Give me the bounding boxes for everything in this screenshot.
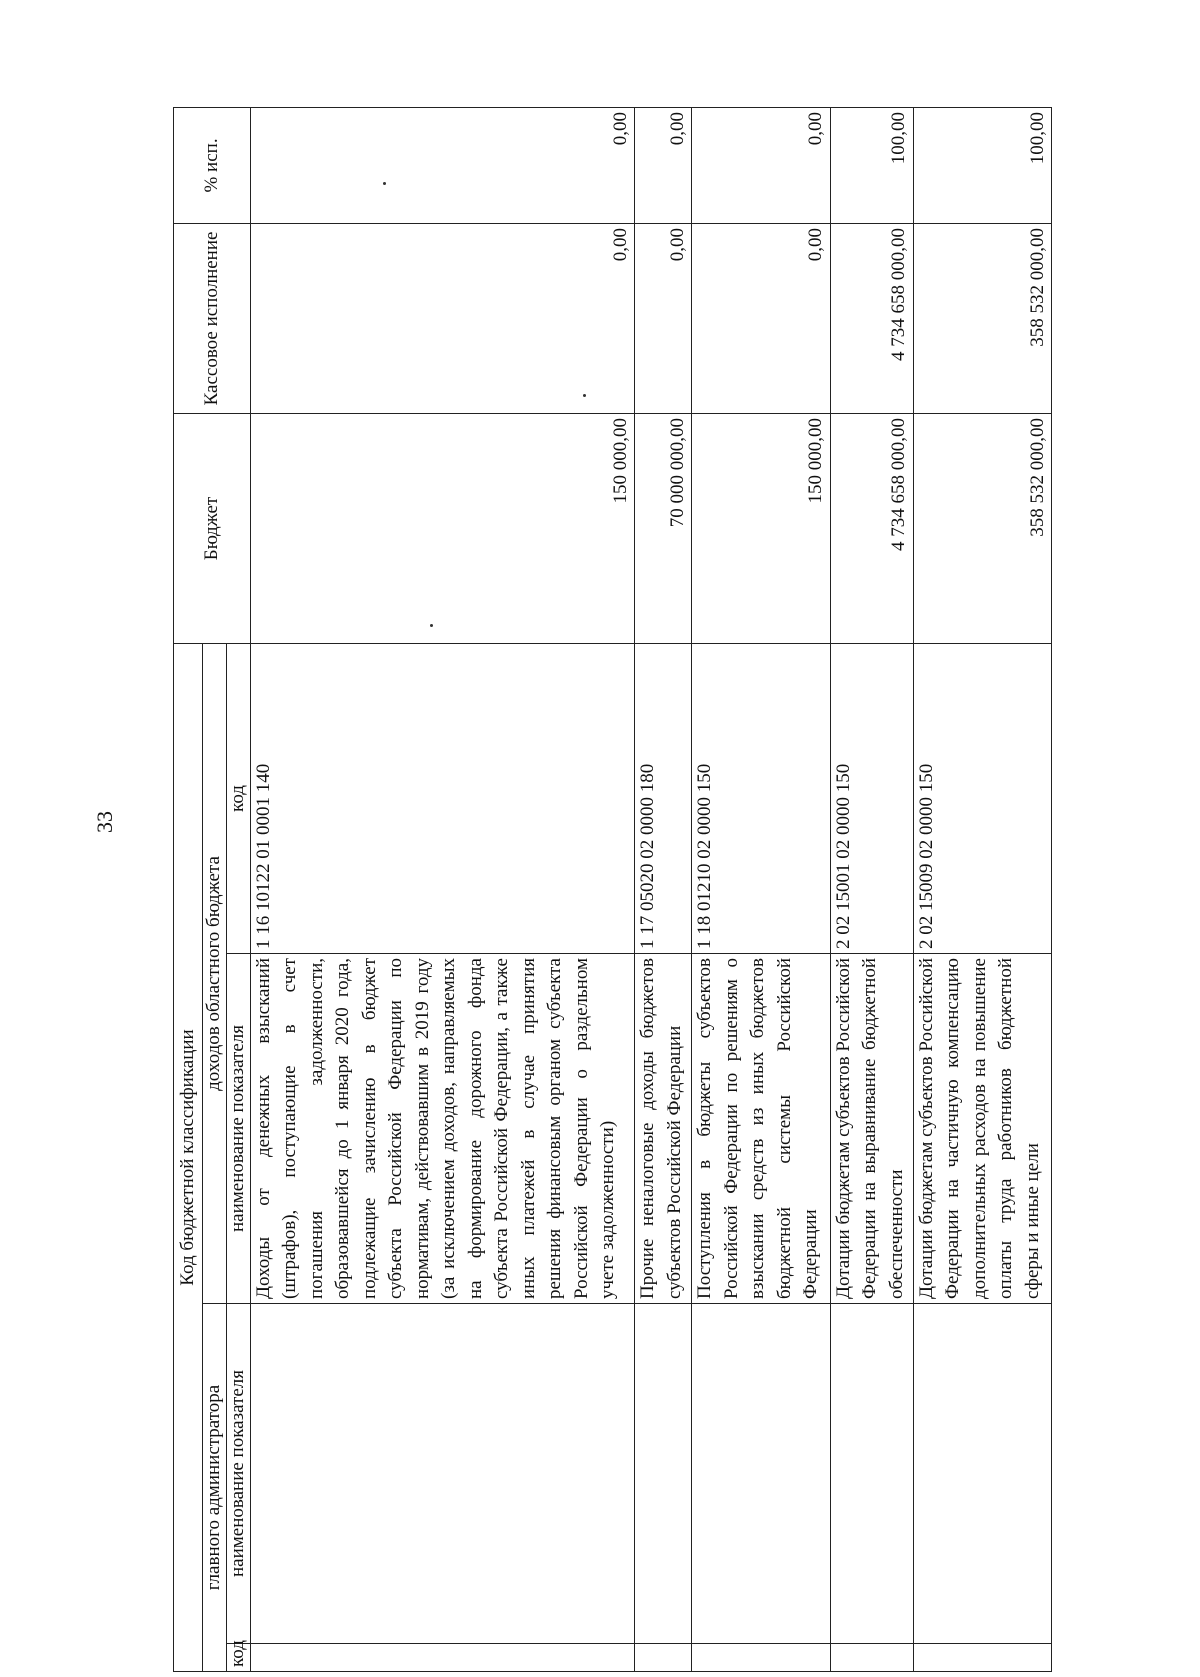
execution-cell: 358 532 000,00 [913, 223, 1051, 413]
admin-code-cell [830, 1644, 913, 1672]
execution-cell: 0,00 [635, 223, 692, 413]
budget-cell: 4 734 658 000,00 [830, 413, 913, 643]
execution-cell: 4 734 658 000,00 [830, 223, 913, 413]
percent-cell: 0,00 [250, 107, 635, 223]
header-classification: Код бюджетной классификации [174, 643, 203, 1671]
rotated-table-wrapper [173, 108, 1052, 1672]
admin-name-cell [830, 1304, 913, 1644]
income-code-cell: 2 02 15001 02 0000 150 [830, 643, 913, 953]
admin-name-cell [250, 1304, 635, 1644]
budget-cell: 70 000 000,00 [635, 413, 692, 643]
budget-cell: 150 000,00 [250, 413, 635, 643]
income-name-cell: Доходы от денежных взысканий (штрафов), поступающие в счет погашения задолженности, образовавшейся до 1 января 2020 года, подлежащие зачислению в бюджет субъекта Российской Федерации по нормативам, действовавшим в 2019 году (за исключением доходов, направляемых на формирование дорожного фонда субъекта Российской Федерации, а также иных платежей в случае принятия решения финансовым органом субъекта Российской Федерации о раздельном учете задолженности) [250, 954, 635, 1304]
table-row [913, 107, 1051, 1671]
table-row [250, 107, 635, 1671]
percent-cell: 100,00 [913, 107, 1051, 223]
header-income: доходов областного бюджета [202, 643, 226, 1303]
admin-code-cell [692, 1644, 830, 1672]
percent-cell: 0,00 [635, 107, 692, 223]
header-execution: Кассовое исполнение [174, 223, 251, 413]
admin-name-cell [692, 1304, 830, 1644]
admin-name-cell [913, 1304, 1051, 1644]
income-code-cell: 1 17 05020 02 0000 180 [635, 643, 692, 953]
table-row [692, 107, 830, 1671]
header-percent: % исп. [174, 107, 251, 223]
budget-table [173, 107, 1052, 1672]
income-name-cell: Дотации бюджетам субъектов Российской Федерации на выравнивание бюджетной обеспеченности [830, 954, 913, 1304]
execution-cell: 0,00 [692, 223, 830, 413]
header-admin-name: наименование показателя [226, 1304, 250, 1644]
income-name-cell: Дотации бюджетам субъектов Российской Федерации на частичную компенсацию дополнительных расходов на повышение оплаты труда работников бюджетной сферы и иные цели [913, 954, 1051, 1304]
header-income-code: код [226, 643, 250, 953]
page-number: 33 [92, 811, 117, 833]
execution-cell: 0,00 [250, 223, 635, 413]
income-code-cell: 1 16 10122 01 0001 140 [250, 643, 635, 953]
budget-cell: 358 532 000,00 [913, 413, 1051, 643]
header-income-name: наименование показателя [226, 954, 250, 1304]
income-code-cell: 1 18 01210 02 0000 150 [692, 643, 830, 953]
income-code-cell: 2 02 15009 02 0000 150 [913, 643, 1051, 953]
income-name-cell: Поступления в бюджеты субъектов Российской Федерации по решениям о взыскании средств из иных бюджетов бюджетной системы Российской Федерации [692, 954, 830, 1304]
table-row [830, 107, 913, 1671]
income-name-cell: Прочие неналоговые доходы бюджетов субъектов Российской Федерации [635, 954, 692, 1304]
header-admin: главного администратора [202, 1304, 226, 1672]
header-row-1 [174, 107, 203, 1671]
percent-cell: 0,00 [692, 107, 830, 223]
percent-cell: 100,00 [830, 107, 913, 223]
header-admin-code: код [226, 1644, 250, 1672]
table-row [635, 107, 692, 1671]
admin-code-cell [250, 1644, 635, 1672]
admin-code-cell [913, 1644, 1051, 1672]
admin-code-cell [635, 1644, 692, 1672]
header-budget: Бюджет [174, 413, 251, 643]
admin-name-cell [635, 1304, 692, 1644]
budget-cell: 150 000,00 [692, 413, 830, 643]
